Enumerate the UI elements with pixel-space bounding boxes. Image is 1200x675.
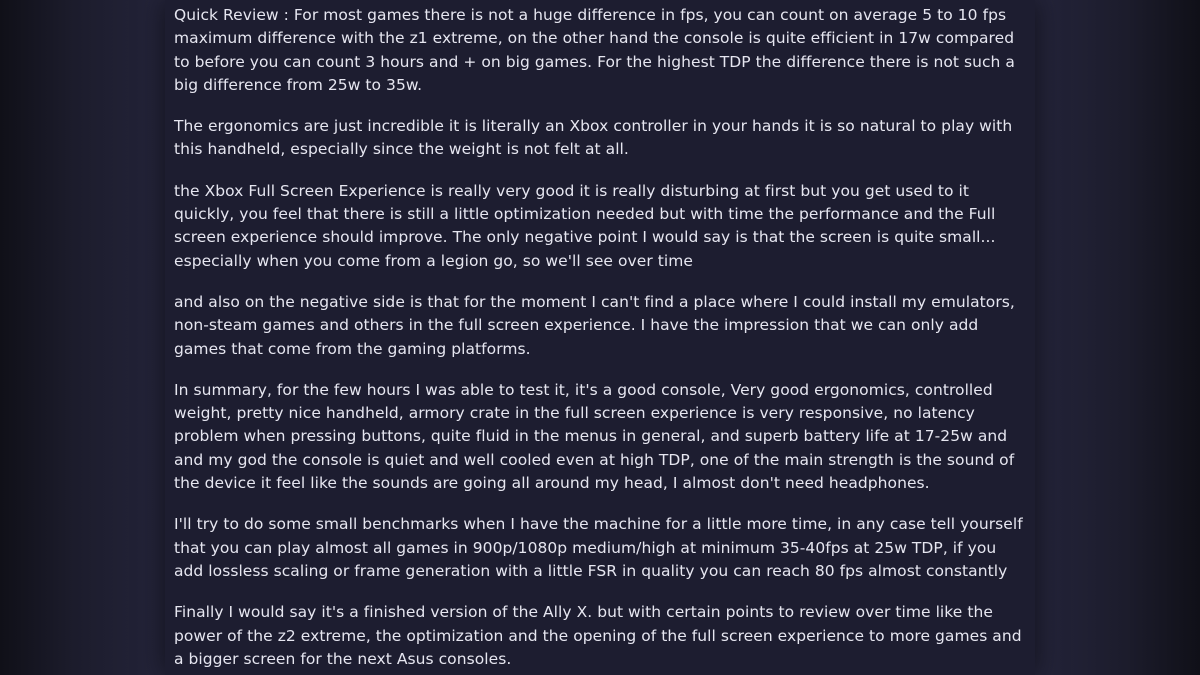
review-paragraph-full-screen-experience: the Xbox Full Screen Experience is really very good it is really disturbing at first but you get used to it quickly, you feel that there is still a little optimization needed but with time the performance and the Full screen experience should improve. The only negative point I would say is that the screen is quite small... especially when you come from a legion go, so we'll see over time [174, 181, 996, 270]
review-post-panel [165, 0, 1035, 675]
review-paragraph-quick-review: Quick Review : For most games there is not a huge difference in fps, you can count on average 5 to 10 fps maximum difference with the z1 extreme, on the other hand the console is quite efficient in 17w compared to before you can count 3 hours and + on big games. For the highest TDP the difference there is not such a big difference from 25w to 35w. [174, 6, 1015, 94]
review-paragraph-benchmarks: I'll try to do some small benchmarks when I have the machine for a little more time, in any case tell yourself that you can play almost all games in 900p/1080p medium/high at minimum 35-40fps at 25w TDP, if you add lossless scaling or frame generation with a little FSR in quality you can reach 80 fps almost constantly [174, 515, 1023, 580]
review-paragraph-ergonomics: The ergonomics are just incredible it is literally an Xbox controller in your hands it is so natural to play with this handheld, especially since the weight is not felt at all. [174, 117, 1013, 159]
background-right [1035, 0, 1200, 675]
background-left [0, 0, 165, 675]
review-paragraph-summary: In summary, for the few hours I was able to test it, it's a good console, Very good ergonomics, controlled weight, pretty nice handheld, armory crate in the full screen experience is very responsive, no latency problem when pressing buttons, quite fluid in the menus in general, and superb battery life at 17-25w and and my god the console is quiet and well cooled even at high TDP, one of the main strength is the sound of the device it feel like the sounds are going all around my head, I almost don't need headphones. [174, 380, 1015, 493]
review-paragraph-negative-side: and also on the negative side is that for the moment I can't find a place where I could install my emulators, non-steam games and others in the full screen experience. I have the impression that we can only add games that come from the gaming platforms. [174, 292, 1015, 358]
review-paragraph-conclusion: Finally I would say it's a finished version of the Ally X. but with certain points to review over time like the power of the z2 extreme, the optimization and the opening of the full screen experience to more games and a bigger screen for the next Asus consoles. [174, 603, 1022, 668]
